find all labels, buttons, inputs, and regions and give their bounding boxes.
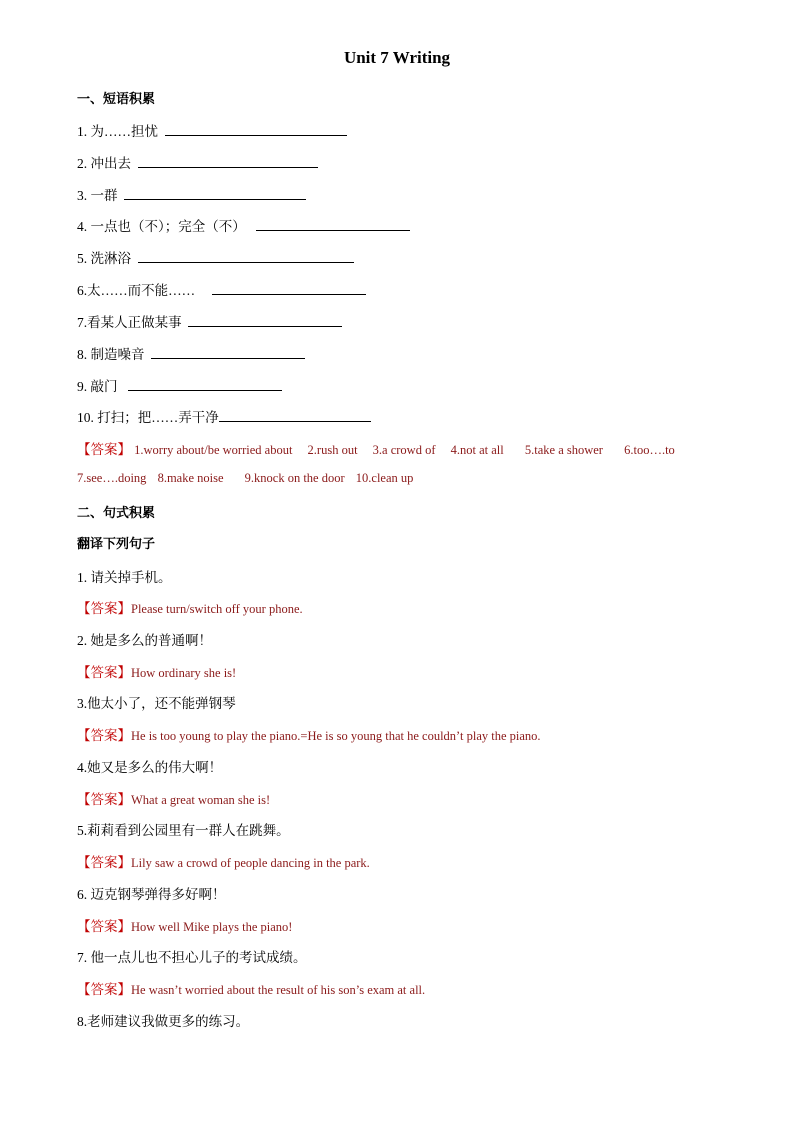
sentence-answer: [77, 661, 236, 681]
question-text: 1. 请关掉手机。: [77, 570, 172, 585]
phrase-text: 2. 冲出去: [77, 156, 131, 171]
answer-text: 7.see….doing: [77, 471, 147, 485]
answer-text: 4.not at all: [450, 443, 504, 457]
page-title: Unit 7 Writing: [343, 48, 451, 67]
answer-text: He is too young to play the piano.=He is so young that he couldn’t play the piano.: [131, 729, 541, 743]
phrase-item: [77, 406, 371, 426]
answer-blank[interactable]: [138, 154, 318, 168]
sentence-answer: [77, 851, 370, 871]
phrase-text: 5. 洗淋浴: [77, 251, 131, 266]
phrase-item: [77, 311, 342, 331]
phrase-text: 8. 制造噪音: [77, 347, 145, 362]
answer-text: 3.a crowd of: [372, 443, 436, 457]
phrase-answers-line-1: [77, 438, 687, 458]
answer-label: 【答案】: [77, 601, 131, 616]
question-text: 2. 她是多么的普通啊！: [77, 633, 212, 648]
answer-label: 【答案】: [77, 982, 131, 997]
phrase-text: 9. 敲门: [77, 379, 118, 394]
section-subheading: 翻译下列句子: [77, 536, 156, 551]
phrase-item: [77, 184, 306, 204]
phrase-item: [77, 279, 366, 299]
phrase-text: 7.看某人正做某事: [77, 315, 182, 330]
answer-text: 9.knock on the door: [244, 471, 345, 485]
question-text: 3.他太小了，还不能弹钢琴: [77, 696, 236, 711]
answer-blank[interactable]: [256, 217, 410, 231]
answer-blank[interactable]: [138, 249, 354, 263]
sentence-answer: [77, 597, 303, 617]
phrase-text: 4. 一点也（不）；完全（不）: [77, 219, 246, 234]
phrase-text: 3. 一群: [77, 188, 118, 203]
answer-label: 【答案】: [77, 855, 131, 870]
phrase-item: [77, 215, 410, 235]
answer-text: Please turn/switch off your phone.: [131, 602, 303, 616]
answer-label: 【答案】: [77, 792, 131, 807]
phrase-item: [77, 247, 354, 267]
answer-text: 6.too….to: [624, 443, 675, 457]
phrase-text: 10. 打扫；把……弄干净: [77, 410, 219, 425]
answer-blank[interactable]: [151, 345, 305, 359]
answer-text: How ordinary she is!: [131, 666, 237, 680]
answer-text: 1.worry about/be worried about: [134, 443, 293, 457]
answer-label: 【答案】: [77, 728, 131, 743]
answer-blank[interactable]: [188, 313, 342, 327]
question-text: 7. 他一点儿也不担心儿子的考试成绩。: [77, 950, 307, 965]
question-text: 6. 迈克钢琴弹得多好啊！: [77, 887, 226, 902]
answer-text: 8.make noise: [157, 471, 224, 485]
answer-blank[interactable]: [128, 377, 282, 391]
phrase-item: [77, 120, 347, 140]
answer-blank[interactable]: [124, 186, 306, 200]
answer-blank[interactable]: [165, 122, 347, 136]
section-heading-phrases: 一、短语积累: [77, 91, 156, 106]
answer-label: 【答案】: [77, 442, 131, 457]
phrase-text: 6.太……而不能……: [77, 283, 196, 298]
answer-text: 10.clean up: [355, 471, 414, 485]
answer-text: He wasn’t worried about the result of his son’s exam at all.: [131, 983, 426, 997]
answer-text: Lily saw a crowd of people dancing in the park.: [131, 856, 370, 870]
answer-label: 【答案】: [77, 665, 131, 680]
phrase-answers-line-2: [77, 470, 425, 486]
section-heading-sentences: 二、句式积累: [77, 505, 156, 520]
question-text: 4.她又是多么的伟大啊！: [77, 760, 223, 775]
answer-blank[interactable]: [212, 281, 366, 295]
question-text: 5.莉莉看到公园里有一群人在跳舞。: [77, 823, 290, 838]
phrase-item: [77, 152, 318, 172]
sentence-answer: [77, 724, 541, 744]
answer-text: 2.rush out: [307, 443, 358, 457]
answer-label: 【答案】: [77, 919, 131, 934]
question-text: 8.老师建议我做更多的练习。: [77, 1014, 250, 1029]
sentence-answer: [77, 788, 270, 808]
phrase-text: 1. 为……担忧: [77, 124, 158, 139]
answer-text: 5.take a shower: [524, 443, 603, 457]
phrase-item: [77, 375, 282, 395]
answer-blank[interactable]: [219, 408, 371, 422]
phrase-item: [77, 343, 305, 363]
answer-text: How well Mike plays the piano!: [131, 920, 293, 934]
sentence-answer: [77, 978, 425, 998]
sentence-answer: [77, 915, 292, 935]
answer-text: What a great woman she is!: [131, 793, 271, 807]
